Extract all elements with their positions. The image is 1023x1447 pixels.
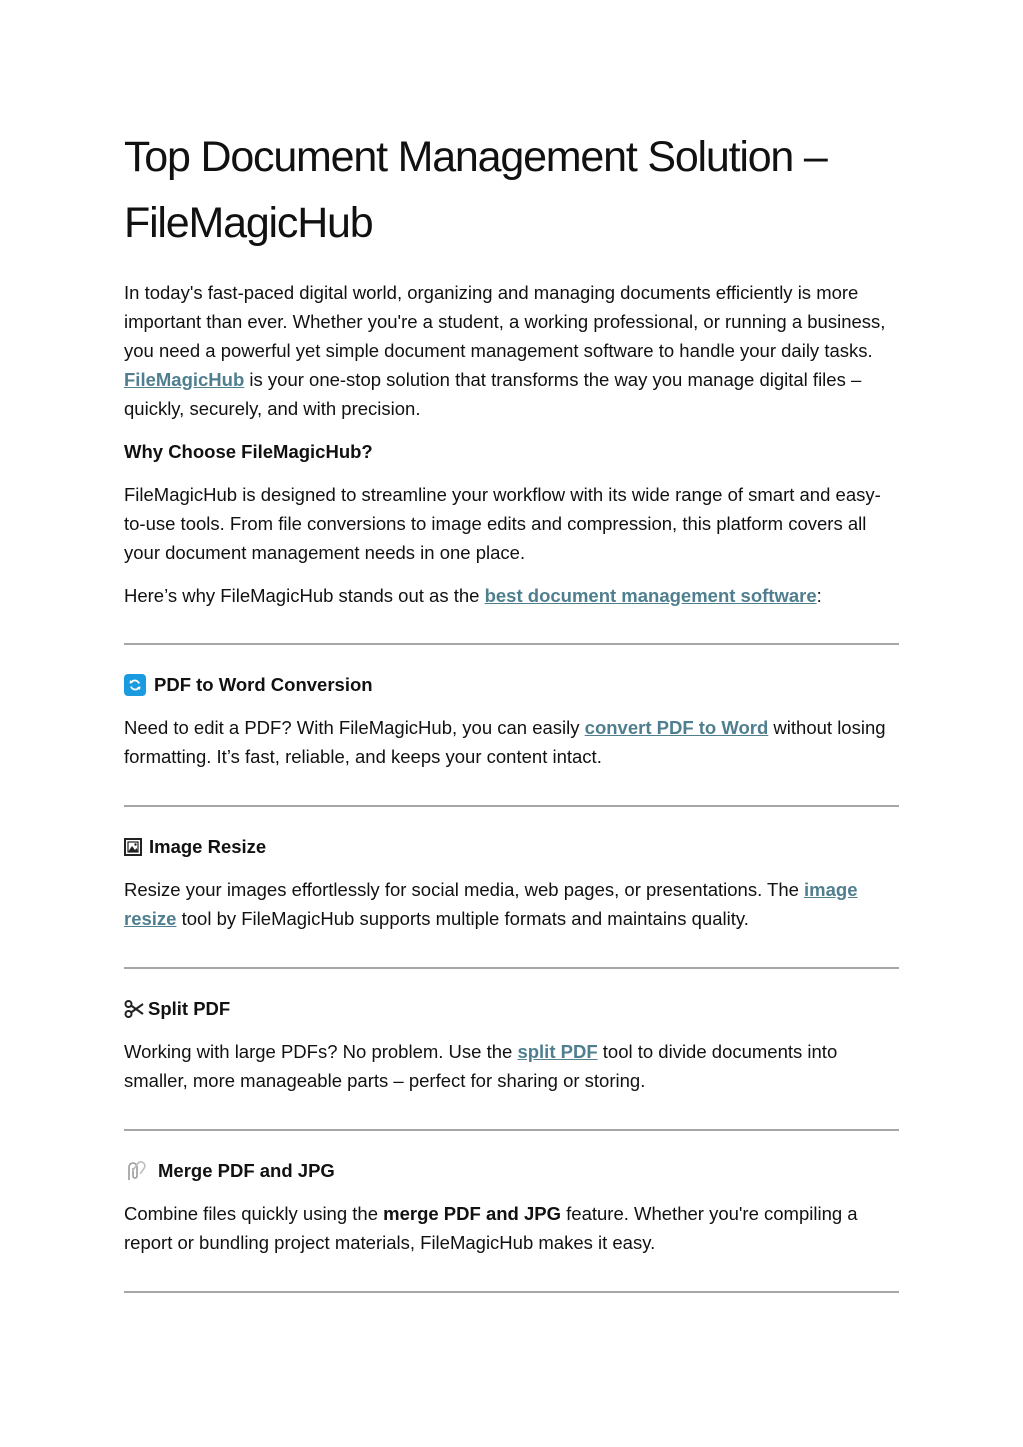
section-text-end: without losing formatting. It’s fast, reliable, and keeps your content intact. [124, 717, 886, 767]
section-paragraph [124, 875, 899, 933]
standout-paragraph [124, 581, 899, 610]
section-text-end: feature. Whether you're compiling a report or bundling project materials, FileMagicHub makes it easy. [124, 1203, 858, 1253]
divider [124, 1291, 899, 1293]
convert-pdf-to-word-link[interactable]: convert PDF to Word [584, 717, 769, 738]
section-title-text: Image Resize [149, 836, 267, 857]
standout-text-start: Here’s why FileMagicHub stands out as the [124, 585, 485, 606]
section-title [124, 994, 899, 1023]
best-dms-link[interactable]: best document management software [484, 585, 817, 606]
section-title-text: PDF to Word Conversion [154, 674, 373, 695]
page-title: Top Document Management Solution – FileMagicHub [124, 133, 827, 247]
section-paragraph [124, 713, 899, 771]
framed-picture-icon [124, 838, 142, 856]
divider [124, 805, 899, 807]
split-pdf-link[interactable]: split PDF [517, 1041, 598, 1062]
paperclip-icon [124, 1160, 150, 1182]
section-pdf-to-word [124, 670, 899, 771]
section-split-pdf [124, 994, 899, 1095]
section-image-resize [124, 832, 899, 933]
section-paragraph [124, 1199, 899, 1257]
section-text-start: Working with large PDFs? No problem. Use the [124, 1041, 518, 1062]
standout-text-end: : [816, 585, 822, 606]
intro-text-end: is your one-stop solution that transforms the way you manage digital files – quickly, securely, and with precision. [124, 369, 862, 419]
scissors-icon [124, 1000, 144, 1018]
section-paragraph [124, 1037, 899, 1095]
filemagichub-link[interactable]: FileMagicHub [124, 369, 245, 390]
section-text-start: Resize your images effortlessly for social media, web pages, or presentations. The [124, 879, 805, 900]
why-heading: Why Choose FileMagicHub? [124, 441, 373, 462]
intro-text-start: In today's fast-paced digital world, organizing and managing documents efficiently is more important than ever. Whether you're a student, a working professional, or running a business, you need a powerful yet simple document management software to handle your daily tasks. [124, 282, 886, 361]
intro-paragraph [124, 278, 899, 423]
divider [124, 643, 899, 645]
section-text-end: tool to divide documents into smaller, more manageable parts – perfect for sharing or storing. [124, 1041, 838, 1091]
merge-pdf-jpg-bold: merge PDF and JPG [383, 1203, 561, 1224]
section-text-end: tool by FileMagicHub supports multiple formats and maintains quality. [176, 908, 749, 929]
section-title-text: Split PDF [148, 998, 231, 1019]
section-title [124, 832, 899, 861]
divider [124, 967, 899, 969]
section-merge-pdf-jpg [124, 1156, 899, 1257]
section-title [124, 670, 899, 699]
section-title [124, 1156, 899, 1185]
section-title-text: Merge PDF and JPG [158, 1160, 335, 1181]
divider [124, 1129, 899, 1131]
image-resize-link[interactable]: image resize [124, 879, 858, 929]
section-text-start: Combine files quickly using the [124, 1203, 384, 1224]
refresh-icon [124, 674, 146, 696]
section-text-start: Need to edit a PDF? With FileMagicHub, you can easily [124, 717, 585, 738]
why-paragraph: FileMagicHub is designed to streamline your workflow with its wide range of smart and easy-to-use tools. From file conversions to image edits and compression, this platform covers all your document management needs in one place. [124, 484, 881, 563]
